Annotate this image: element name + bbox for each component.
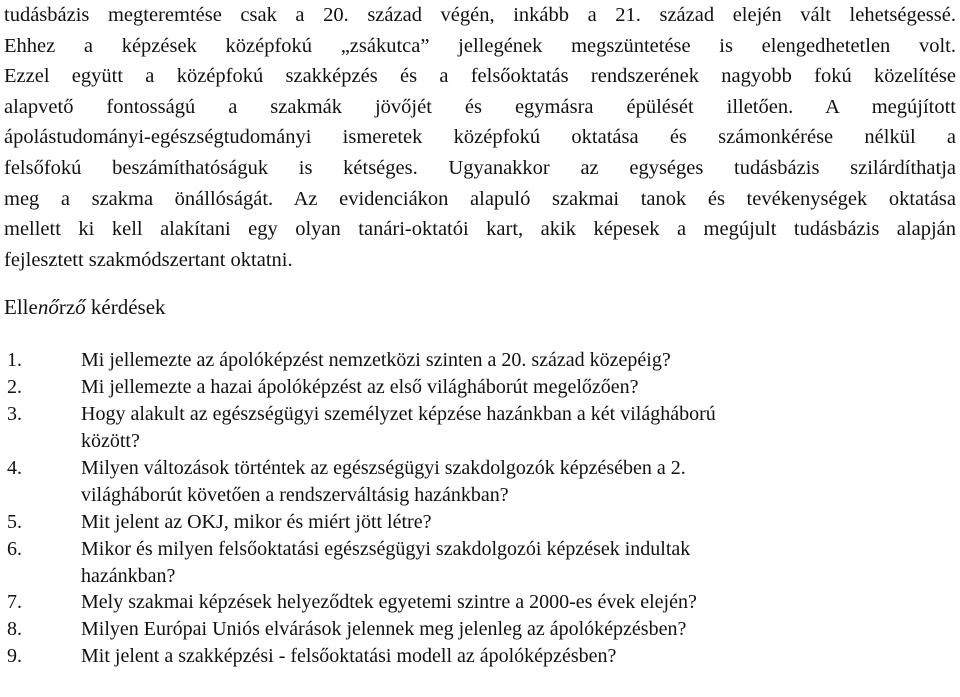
paragraph-line: fejlesztett szakmódszertant oktatni.	[4, 248, 293, 271]
question-line: Milyen változások történtek az egészségügyi szakdolgozók képzésében a 2.	[81, 456, 686, 479]
section-heading	[4, 292, 956, 322]
question-line: Hogy alakult az egészségügyi személyzet képzése hazánkban a két világháború	[81, 403, 716, 426]
question-list	[4, 347, 956, 670]
question-line: Mit jelent a szakképzési - felsőoktatási modell az ápolóképzésben?	[81, 645, 617, 668]
question-number: 8.	[7, 618, 22, 641]
question-item	[4, 347, 956, 374]
document-page	[4, 0, 956, 670]
question-line: Mi jellemezte a hazai ápolóképzést az első világháborút megelőzően?	[81, 376, 639, 399]
question-line: Mely szakmai képzések helyeződtek egyetemi szintre a 2000-es évek elején?	[81, 591, 697, 614]
question-line: hazánkban?	[81, 564, 176, 587]
question-item	[4, 589, 956, 616]
question-line: Mikor és milyen felsőoktatási egészségügyi szakdolgozói képzések indultak	[81, 537, 691, 560]
question-line: Milyen Európai Uniós elvárások jelennek meg jelenleg az ápolóképzésben?	[81, 618, 687, 641]
question-number: 5.	[7, 510, 22, 533]
question-item	[4, 509, 956, 536]
question-text	[81, 401, 956, 455]
heading-text-part: nő	[37, 295, 59, 320]
question-text	[81, 536, 956, 590]
paragraph-line: felsőfokú beszámíthatóságuk is kétséges. Ugyanakkor az egységes tudásbázis szilárdíthatja	[4, 156, 956, 179]
heading-text-part: ő	[75, 295, 86, 320]
question-number: 2.	[7, 376, 22, 399]
question-text	[81, 347, 956, 374]
question-item	[4, 374, 956, 401]
question-item	[4, 616, 956, 643]
question-number: 7.	[7, 591, 22, 614]
paragraph-line: alapvető fontosságú a szakmák jövőjét és egymásra épülését illetően. A megújított	[4, 95, 956, 118]
question-item	[4, 401, 956, 455]
question-line: Mit jelent az OKJ, mikor és miért jött létre?	[81, 510, 432, 533]
heading-text-part: kérdések	[85, 295, 166, 320]
paragraph-line: ápolástudományi-egészségtudományi ismeretek középfokú oktatása és számonkérése nélkül a	[4, 126, 956, 149]
question-item	[4, 643, 956, 670]
question-line: között?	[81, 430, 140, 453]
question-number: 4.	[7, 456, 22, 479]
question-text	[81, 509, 956, 536]
paragraph-line: Ezzel együtt a középfokú szakképzés és a felsőoktatás rendszerének nagyobb fokú közelítése	[4, 65, 956, 88]
paragraph-line: mellett ki kell alakítani egy olyan tanári-oktatói kart, akik képesek a megújult tudásbázis alapján	[4, 218, 956, 241]
heading-text-part: rz	[58, 295, 76, 320]
question-number: 6.	[7, 537, 22, 560]
question-text	[81, 374, 956, 401]
heading-text-part: Elle	[4, 295, 38, 320]
paragraph-line: tudásbázis megteremtése csak a 20. század végén, inkább a 21. század elején vált lehetségessé.	[4, 4, 956, 26]
body-paragraph	[4, 0, 956, 275]
paragraph-line: Ehhez a képzések középfokú „zsákutca” jellegének megszüntetése is elengedhetetlen volt.	[4, 34, 956, 57]
question-number: 3.	[7, 403, 22, 426]
question-line: Mi jellemezte az ápolóképzést nemzetközi szinten a 20. század közepéig?	[81, 349, 671, 372]
paragraph-line: meg a szakma önállóságát. Az evidenciákon alapuló szakmai tanok és tevékenységek oktatása	[4, 187, 956, 210]
question-text	[81, 616, 956, 643]
question-item	[4, 455, 956, 509]
question-number: 9.	[7, 645, 22, 668]
question-number: 1.	[7, 349, 22, 372]
question-text	[81, 643, 956, 670]
question-text	[81, 589, 956, 616]
question-item	[4, 536, 956, 590]
question-text	[81, 455, 956, 509]
question-line: világháborút követően a rendszerváltásig hazánkban?	[81, 483, 509, 506]
